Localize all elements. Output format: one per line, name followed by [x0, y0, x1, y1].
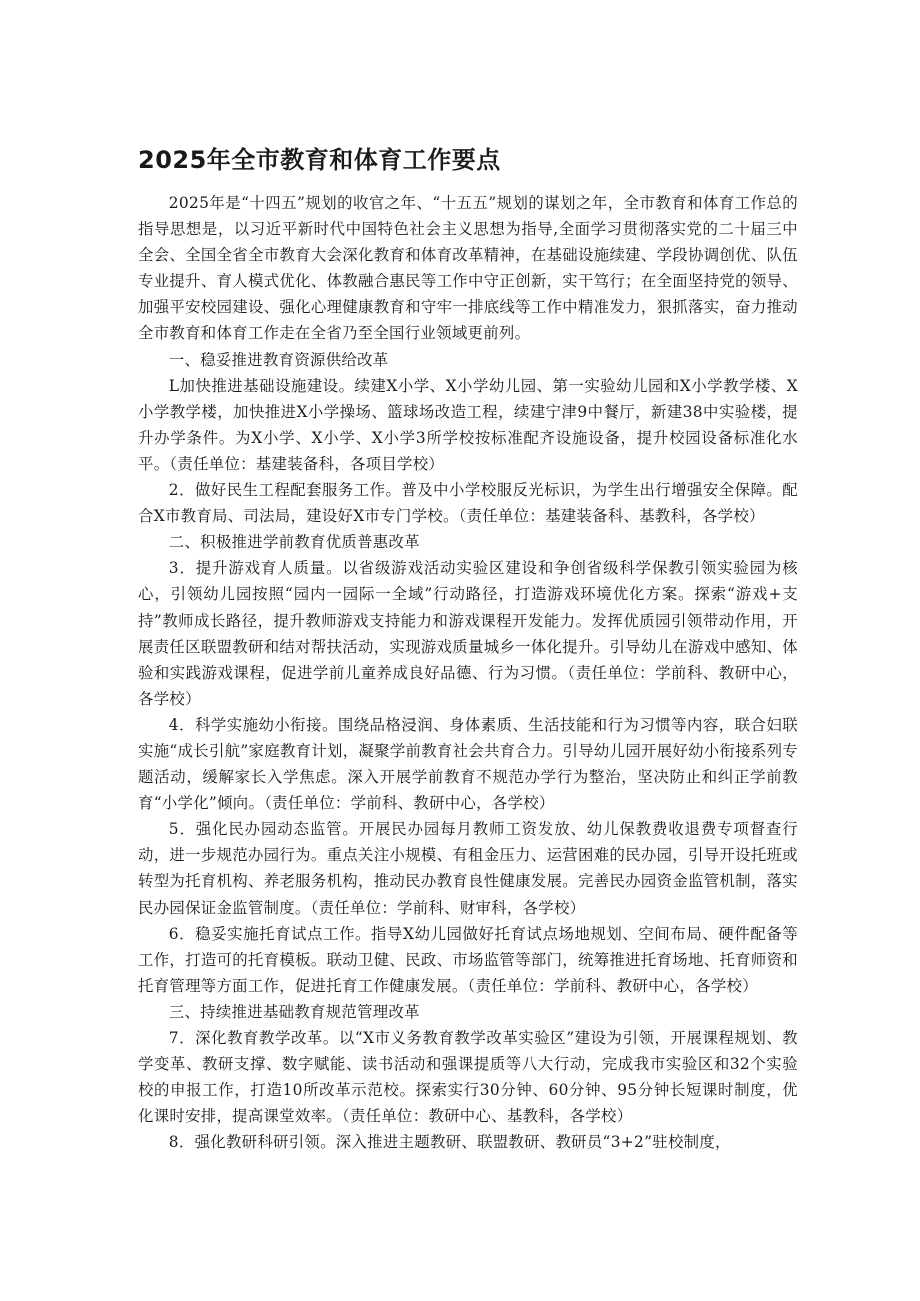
item-6-paragraph: 6．稳妥实施托育试点工作。指导X幼儿园做好托育试点场地规划、空间布局、硬件配备等工作，打造可的托育模板。联动卫健、民政、市场监管等部门，统筹推进托育场地、托育师资和托育管理等方面工作，促进托育工作健康发展。（责任单位：学前科、教研中心，各学校）	[138, 924, 798, 995]
item-8-paragraph: 8．强化教研科研引领。深入推进主题教研、联盟教研、教研员“3+2”驻校制度，	[168, 1133, 731, 1152]
document-page	[138, 140, 798, 1155]
section-heading-2: 二、积极推进学前教育优质普惠改革	[168, 533, 420, 552]
item-2-paragraph: 2．做好民生工程配套服务工作。普及中小学校服反光标识，为学生出行增强安全保障。配合X市教育局、司法局，建设好X市专门学校。（责任单位：基建装备科、基教科，各学校）	[138, 481, 798, 526]
intro-paragraph: 2025年是“十四五”规划的收官之年、“十五五”规划的谋划之年，全市教育和体育工作总的指导思想是，以习近平新时代中国特色社会主义思想为指导,全面学习贯彻落实党的二十届三中全会、全国全省全市教育大会深化教育和体育改革精神，在基础设施续建、学段协调创优、队伍专业提升、育人模式优化、体教融合惠民等工作中守正创新，实干笃行；在全面坚持党的领导、加强平安校园建设、强化心理健康教育和守牢一排底线等工作中精准发力，狠抓落实，奋力推动全市教育和体育工作走在全省乃至全国行业领域更前列。	[138, 194, 798, 343]
section-heading-1: 一、稳妥推进教育资源供给改革	[168, 350, 389, 369]
item-3-paragraph: 3．提升游戏育人质量。以省级游戏活动实验区建设和争创省级科学保教引领实验园为核心，引领幼儿园按照“园内一园际一全域”行动路径，打造游戏环境优化方案。探索“游戏+支持”教师成长路径，提升教师游戏支持能力和游戏课程开发能力。发挥优质园引领带动作用，开展责任区联盟教研和结对帮扶活动，实现游戏质量城乡一体化提升。引导幼儿在游戏中感知、体验和实践游戏课程，促进学前儿童养成良好品德、行为习惯。（责任单位：学前科、教研中心，各学校）	[138, 559, 798, 708]
item-1-paragraph: L加快推进基础设施建设。续建X小学、X小学幼儿园、第一实验幼儿园和X小学教学楼、X小学教学楼，加快推进X小学操场、篮球场改造工程，续建宁津9中餐厅，新建38中实验楼，提升办学条件。为X小学、X小学、X小学3所学校按标准配齐设施设备，提升校园设备标准化水平。（责任单位：基建装备科，各项目学校）	[138, 376, 798, 473]
item-7-paragraph: 7．深化教育教学改革。以“X市义务教育教学改革实验区”建设为引领，开展课程规划、教学变革、教研支撑、数字赋能、读书活动和强课提质等八大行动，完成我市实验区和32个实验校的申报工作，打造10所改革示范校。探索实行30分钟、60分钟、95分钟长短课时制度，优化课时安排，提高课堂效率。（责任单位：教研中心、基教科，各学校）	[138, 1029, 798, 1126]
section-heading-3: 三、持续推进基础教育规范管理改革	[168, 1002, 420, 1021]
item-4-paragraph: 4．科学实施幼小衔接。围绕品格浸润、身体素质、生活技能和行为习惯等内容，联合妇联实施“成长引航”家庭教育计划，凝聚学前教育社会共育合力。引导幼儿园开展好幼小衔接系列专题活动，缓解家长入学焦虑。深入开展学前教育不规范办学行为整治，坚决防止和纠正学前教育“小学化”倾向。（责任单位：学前科、教研中心，各学校）	[138, 715, 798, 813]
item-5-paragraph: 5．强化民办园动态监管。开展民办园每月教师工资发放、幼儿保教费收退费专项督查行动，进一步规范办园行为。重点关注小规模、有租金压力、运营困难的民办园，引导开设托班或转型为托育机构、养老服务机构，推动民办教育良性健康发展。完善民办园资金监管机制，落实民办园保证金监管制度。（责任单位：学前科、财审科，各学校）	[138, 820, 798, 917]
document-title: 2025年全市教育和体育工作要点	[138, 146, 501, 174]
